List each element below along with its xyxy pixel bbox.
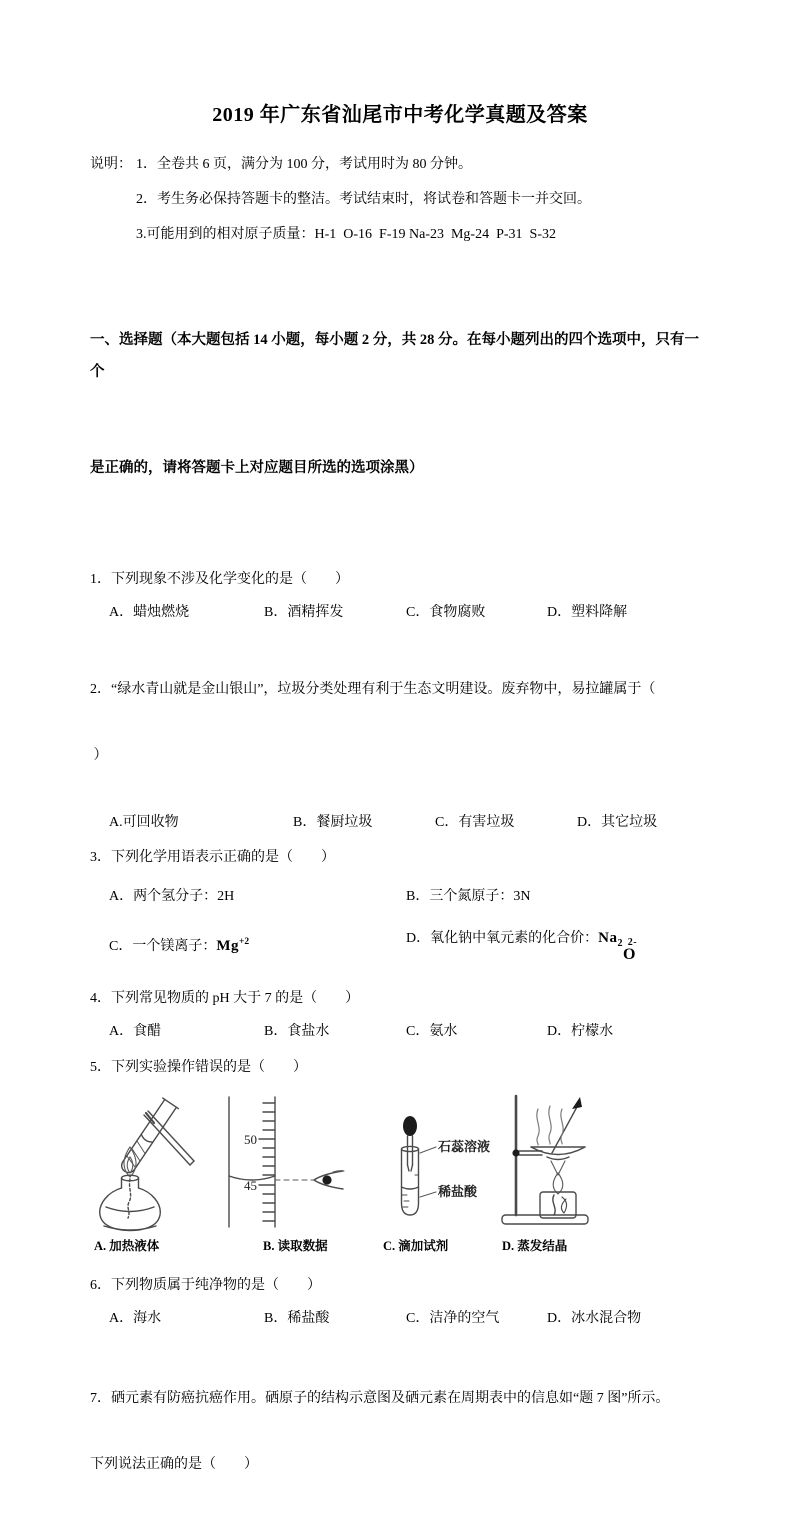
eye-icon	[314, 1171, 344, 1189]
q6-option-b: B．稀盐酸	[264, 1311, 330, 1326]
evaporation-setup-diagram-icon	[500, 1091, 592, 1233]
litmus-solution-label: 石蕊溶液	[438, 1139, 491, 1154]
q3-option-d	[406, 923, 710, 963]
test-tube-icon	[402, 1146, 419, 1215]
instruction-line-1	[90, 155, 710, 175]
q2-option-d: D．其它垃圾	[577, 815, 658, 830]
section-header-line-2: 是正确的，请将答题卡上对应题目所选的选项涂黑）	[90, 460, 424, 476]
q3-option-c	[109, 931, 406, 963]
question-7-line-1: 7．硒元素有防癌抗癌作用。硒原子的结构示意图及硒元素在周期表中的信息如“题 7 图”所示。	[90, 1391, 670, 1406]
figure-b-caption: B. 读取数据	[263, 1239, 328, 1253]
q3-options-row-2	[109, 923, 710, 963]
question-7-line-2: 下列说法正确的是（ ）	[90, 1457, 258, 1472]
question-5-text: 5．下列实验操作错误的是（ ）	[90, 1060, 307, 1075]
question-4-text: 4．下列常见物质的 pH 大于 7 的是（ ）	[90, 991, 360, 1006]
alcohol-lamp-icon	[100, 1175, 161, 1230]
figure-d-caption: D. 蒸发结晶	[502, 1239, 568, 1253]
question-7-text	[90, 1346, 710, 1518]
question-1-options	[90, 603, 710, 623]
q6-option-a: A．海水	[109, 1311, 162, 1326]
question-3-text: 3．下列化学用语表示正确的是（ ）	[90, 850, 335, 865]
figure-c-caption: C. 滴加试剂	[383, 1239, 449, 1253]
instructions-label: 说明：	[90, 157, 132, 172]
question-1-text: 1．下列现象不涉及化学变化的是（ ）	[90, 572, 349, 587]
dropper-test-tube-diagram-icon	[380, 1091, 500, 1233]
q4-option-b: B．食盐水	[264, 1024, 330, 1039]
exam-instructions	[90, 155, 710, 245]
q6-option-d: D．冰水混合物	[547, 1311, 642, 1326]
section-header-line-1: 一、选择题（本大题包括 14 小题，每小题 2 分，共 28 分。在每小题列出的四个选项中，只有一个	[90, 332, 699, 380]
question-2-options	[90, 813, 710, 833]
question-2-line-2: ）	[90, 748, 108, 763]
question-6-options	[90, 1309, 710, 1329]
question-2-text	[90, 637, 710, 809]
magnesium-ion-formula: $Mg^{+2}$	[216, 937, 250, 954]
alcohol-burner-icon	[540, 1192, 576, 1218]
instruction-text-1: 1．全卷共 6 页，满分为 100 分，考试用时为 80 分钟。	[136, 157, 472, 172]
evaporating-dish-icon	[531, 1147, 585, 1160]
label-leader-top-icon	[420, 1147, 436, 1153]
figure-a-heating-liquid	[90, 1091, 215, 1254]
q2-option-b: B．餐厨垃圾	[293, 815, 373, 830]
glass-rod-icon	[552, 1097, 582, 1153]
q3-option-d-label: D．氧化钠中氧元素的化合价：	[406, 931, 599, 946]
q3-options-row-1	[109, 887, 710, 907]
scale-value-45: 45	[244, 1178, 257, 1193]
q1-option-a: A．蜡烛燃烧	[109, 605, 190, 620]
q2-option-c: C．有害垃圾	[435, 815, 515, 830]
question-4-options	[90, 1022, 710, 1042]
iron-stand-icon	[502, 1096, 588, 1224]
instruction-text-2: 2．考生务必保持答题卡的整洁。考试结束时，将试卷和答题卡一并交回。	[136, 192, 591, 207]
clamp-bolt-icon	[512, 1149, 519, 1156]
q1-option-c: C．食物腐败	[406, 605, 486, 620]
q4-option-a: A．食醋	[109, 1024, 162, 1039]
q3-option-b: B．三个氮原子：3N	[406, 889, 531, 904]
q1-option-b: B．酒精挥发	[264, 605, 344, 620]
cylinder-wall-icon	[229, 1097, 275, 1227]
scale-ticks-icon	[259, 1103, 275, 1221]
q1-option-d: D．塑料降解	[547, 605, 628, 620]
sodium-oxide-formula: $Na_2$ 2- O	[598, 930, 638, 963]
flame-icon	[553, 1173, 563, 1194]
label-leader-bottom-icon	[420, 1192, 436, 1197]
question-5-figures	[90, 1091, 710, 1254]
question-2-line-1: 2．“绿水青山就是金山银山”，垃圾分类处理有利于生态文明建设。废弃物中，易拉罐属于（	[90, 682, 656, 697]
instruction-line-3	[90, 225, 710, 245]
q3-option-a: A．两个氢分子：2H	[109, 889, 235, 904]
question-3-options	[90, 887, 710, 963]
dilute-acid-label: 稀盐酸	[438, 1184, 478, 1199]
section-one-header	[90, 260, 710, 548]
q4-option-d: D．柠檬水	[547, 1024, 614, 1039]
dropper-icon	[403, 1116, 417, 1171]
figure-c-adding-reagent	[375, 1091, 500, 1254]
q3-option-c-label: C．一个镁离子：	[109, 939, 217, 954]
instruction-text-3: 3.可能用到的相对原子质量：H-1 O-16 F-19 Na-23 Mg-24 P-31 S-32	[136, 227, 556, 242]
q6-option-c: C．洁净的空气	[406, 1311, 500, 1326]
q2-option-a: A.可回收物	[109, 815, 179, 830]
instruction-line-2	[90, 190, 710, 210]
question-6-text: 6．下列物质属于纯净物的是（ ）	[90, 1278, 321, 1293]
q4-option-c: C．氨水	[406, 1024, 458, 1039]
scale-value-50: 50	[244, 1132, 257, 1147]
figure-b-reading-data	[215, 1091, 375, 1254]
measuring-cylinder-diagram-icon	[215, 1091, 350, 1233]
page-title: 2019 年广东省汕尾市中考化学真题及答案	[212, 104, 588, 126]
test-tube-icon	[117, 1098, 179, 1177]
figure-d-evaporation	[500, 1091, 600, 1254]
heating-liquid-diagram-icon	[90, 1091, 210, 1233]
figure-a-caption: A. 加热液体	[94, 1239, 160, 1253]
